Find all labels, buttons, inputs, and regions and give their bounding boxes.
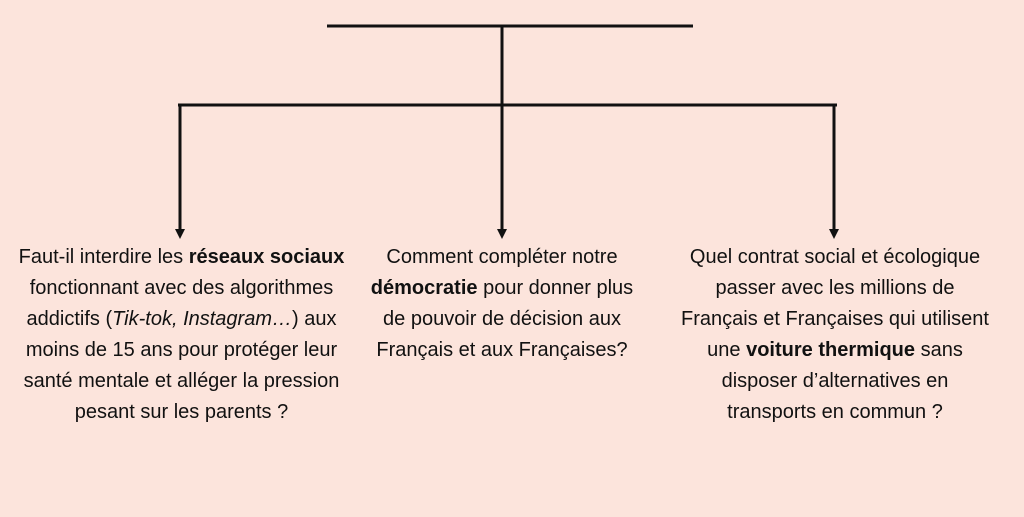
q3-keyword: voiture thermique — [746, 339, 916, 361]
q2-text-b: pour donner plus de pouvoir de décision aux Français et aux Françaises? — [376, 277, 634, 361]
question-democracy — [368, 242, 636, 366]
q2-text-a: Comment compléter notre — [386, 246, 618, 268]
q3-text-b: sans disposer d’alternatives en transports en commun ? — [721, 339, 963, 423]
question-thermal-car — [680, 242, 990, 428]
q2-keyword: démocratie — [370, 277, 478, 299]
q1-keyword: réseaux sociaux — [188, 246, 345, 268]
q1-examples: Tik-tok, Instagram… — [112, 308, 292, 330]
question-social-networks — [14, 242, 349, 428]
q1-text-c: ) aux moins de 15 ans pour protéger leur santé mentale et alléger la pression pesant sur les parents ? — [23, 308, 340, 423]
q3-text-a: Quel contrat social et écologique passer avec les millions de Français et Françaises qui utilisent une — [681, 246, 989, 361]
q1-text-b: fonctionnant avec des algorithmes addictifs ( — [26, 277, 334, 330]
q1-text-a: Faut-il interdire les — [18, 246, 189, 268]
